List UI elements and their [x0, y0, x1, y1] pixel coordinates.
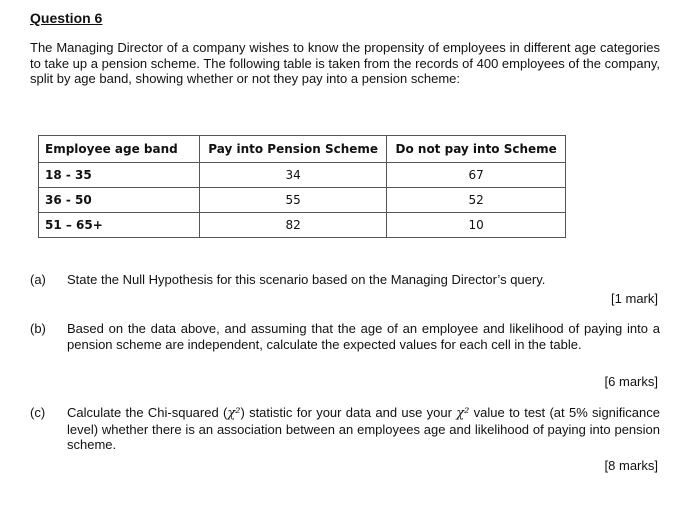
no-pay-count-cell: 67 [387, 163, 566, 188]
pension-table [38, 135, 566, 238]
header-do-not-pay: Do not pay into Scheme [387, 136, 566, 163]
chi-squared-symbol: χ² [227, 406, 241, 421]
table-row [39, 188, 566, 213]
pay-count-cell: 34 [200, 163, 387, 188]
part-c [30, 405, 660, 453]
age-band-cell: 36 - 50 [39, 188, 200, 213]
header-age-band: Employee age band [39, 136, 200, 163]
no-pay-count-cell: 52 [387, 188, 566, 213]
pay-count-cell: 55 [200, 188, 387, 213]
part-c-text-3: value to test (at 5% significance level) whether there is an association between an employees age and likelihood of paying into pension scheme. [67, 405, 660, 452]
no-pay-count-cell: 10 [387, 213, 566, 238]
header-pay-into: Pay into Pension Scheme [200, 136, 387, 163]
pay-count-cell: 82 [200, 213, 387, 238]
part-c-label: (c) [30, 405, 46, 420]
table-header-row [39, 136, 566, 163]
part-c-text-1: Calculate the Chi-squared ( [67, 405, 228, 420]
part-b-text: Based on the data above, and assuming that the age of an employee and likelihood of paying into a pension scheme are independent, calculate the expected values for each cell in the table. [67, 321, 660, 352]
chi-squared-symbol: χ² [456, 406, 470, 421]
part-b-marks: [6 marks] [604, 374, 658, 389]
part-b [30, 321, 660, 369]
table-row [39, 213, 566, 238]
age-band-cell: 51 – 65+ [39, 213, 200, 238]
part-c-marks: [8 marks] [604, 458, 658, 473]
part-c-text [67, 405, 660, 453]
part-b-label: (b) [30, 321, 46, 336]
table-row [39, 163, 566, 188]
part-c-text-2: ) statistic for your data and use your [240, 405, 457, 420]
part-a [30, 272, 660, 290]
question-intro: The Managing Director of a company wishes to know the propensity of employees in different age categories to take up a pension scheme. The following table is taken from the records of 400 employees of the company, split by age band, showing whether or not they pay into a pension scheme: [30, 40, 660, 86]
age-band-cell: 18 - 35 [39, 163, 200, 188]
question-title: Question 6 [30, 10, 103, 26]
part-a-text: State the Null Hypothesis for this scenario based on the Managing Director’s query. [67, 272, 546, 287]
part-a-marks: [1 mark] [611, 291, 658, 306]
part-a-label: (a) [30, 272, 46, 287]
